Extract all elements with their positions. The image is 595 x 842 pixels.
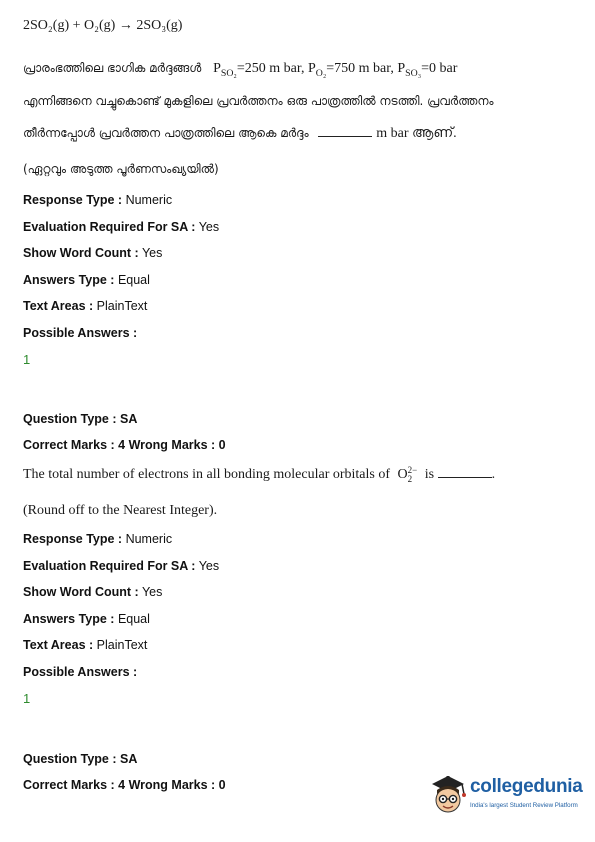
q1-meta-row [23,297,147,315]
q2-text-a: The total number of electrons in all bonding molecular orbitals of [23,467,391,482]
q2-meta-row [23,610,150,628]
o-indices [408,466,418,484]
meta-value: Equal [114,611,150,626]
meta-key: Response Type : [23,193,123,207]
q1-meta-row [23,244,162,262]
q1-meta-row [23,218,219,236]
q3-marks [23,776,226,794]
q1-meta-row [23,271,150,289]
q2-round-note: (Round off to the Nearest Integer). [23,503,218,518]
partial-pressures [213,61,458,79]
q2-meta-row [23,530,172,548]
q1-meta-row [23,191,172,209]
meta-key: Evaluation Required For SA : [23,219,196,234]
answer-blank [318,136,372,137]
q3-question-type-text: Question Type : SA [23,752,138,766]
q3-marks-text: Correct Marks : 4 Wrong Marks : 0 [23,778,226,792]
meta-key: Answers Type : [23,611,115,626]
meta-key: Text Areas : [23,299,94,314]
p-o2-value: =750 m bar, [326,61,394,76]
q1-line-1 [23,57,457,80]
p-so3-sub: SO₃ [405,67,422,79]
meta-key: Evaluation Required For SA : [23,558,196,573]
q1-line-3-text: തീർന്നപ്പോൾ പ്രവർത്തന പാത്രത്തിലെ ആകെ മർദ്ദം [23,126,309,140]
p-so2-value: =250 m bar, [236,61,305,76]
meta-key: Show Word Count : [23,585,139,600]
meta-key: Response Type : [23,532,123,546]
meta-value: Yes [138,585,163,600]
q2-question-type-text: Question Type : SA [23,412,138,426]
meta-key: Text Areas : [23,638,94,653]
q1-meta-row [23,324,137,342]
meta-key: Answers Type : [23,272,115,287]
q1-line-4: (ഏറ്റവും അടുത്ത പൂർണസംഖ്യയിൽ) [23,162,219,176]
meta-value: PlainText [93,299,148,314]
meta-key: Possible Answers : [23,326,138,340]
collegedunia-logo[interactable] [428,772,588,822]
q2-text-c: . [491,467,496,482]
p-so3-value: =0 bar [421,61,458,76]
q2-marks-text: Correct Marks : 4 Wrong Marks : 0 [23,438,226,452]
answer-blank [438,477,492,478]
peroxide-formula [397,464,418,484]
meta-value: Numeric [122,193,173,207]
meta-value: Yes [138,246,163,261]
p-o2-sub: O₂ [315,67,327,79]
q2-marks [23,436,226,454]
meta-value: Yes [195,558,220,573]
p-symbol: P [213,61,221,76]
q2-meta-row [23,636,147,654]
q1-line-3-unit: m bar ആണ്. [376,126,457,141]
logo-tagline: India's largest Student Review Platform [470,802,578,809]
q2-meta-row [23,663,137,681]
meta-value: Yes [195,219,220,234]
meta-key: Show Word Count : [23,246,139,261]
q2-question-type [23,410,137,428]
q3-question-type [23,750,137,768]
o-symbol: O [397,467,408,482]
q2-meta-row [23,557,219,575]
meta-key: Possible Answers : [23,665,138,679]
p-symbol: P [307,61,316,76]
q1-line-1-text: പ്രാരംഭത്തിലെ ഭാഗിക മർദ്ദങ്ങൾ [23,61,202,75]
o-count: 2 [407,473,413,484]
q2-possible-answer: 1 [23,691,31,706]
q2-meta-row [23,583,162,601]
student-mascot-icon [428,772,468,818]
meta-value: PlainText [93,638,148,653]
p-so2-sub: SO₂ [220,67,237,79]
meta-value: Numeric [122,532,173,546]
logo-wordmark: collegedunia [470,776,583,797]
reaction-equation: 2SO₂(g) + O₂(g) → 2SO₃(g) [23,18,183,33]
q2-question-text [23,464,495,486]
q2-text-b: is [424,467,435,482]
q1-possible-answer: 1 [23,352,31,367]
o-charge: 2− [407,464,418,475]
q1-line-3 [23,122,457,145]
q1-line-2: എന്നിങ്ങനെ വച്ചുകൊണ്ട് മുകളിലെ പ്രവർത്തനം ഒരു പാത്രത്തിൽ നടത്തി. പ്രവർത്തനം [23,94,494,108]
p-symbol: P [397,61,406,76]
meta-value: Equal [114,272,150,287]
